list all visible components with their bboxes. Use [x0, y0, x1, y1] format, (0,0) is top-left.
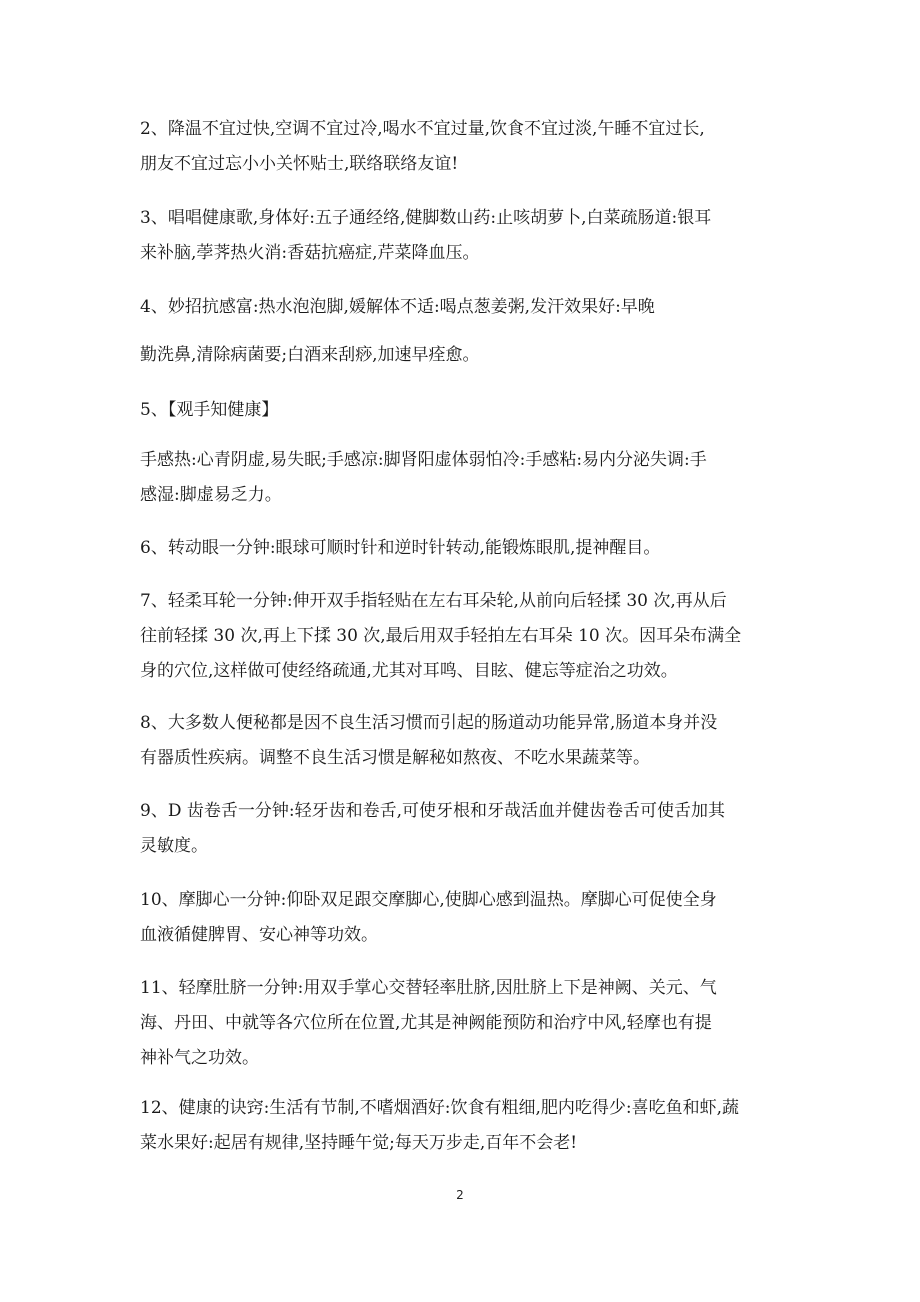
text-line: 7、轻柔耳轮一分钟:伸开双手指轻贴在左右耳朵轮,从前向后轻揉 30 次,再从后 [140, 591, 727, 611]
paragraph-item-12 [140, 1091, 820, 1161]
text-line: 10、摩脚心一分钟:仰卧双足跟交摩脚心,使脚心感到温热。摩脚心可促使全身 [140, 890, 717, 910]
text-line: 手感热:心青阴虚,易失眠;手感凉:脚肾阳虚体弱怕冷:手感粘:易内分泌失调:手 [140, 450, 707, 470]
text-line: 灵敏度。 [140, 836, 208, 856]
text-line: 6、转动眼一分钟:眼球可顺时针和逆时针转动,能锻炼眼肌,提神醒目。 [140, 538, 661, 558]
paragraph-hand-feel [140, 443, 820, 513]
text-line: 感湿:脚虚易乏力。 [140, 485, 282, 505]
paragraph-item-10 [140, 883, 820, 953]
paragraph-item-2 [140, 112, 820, 182]
text-line: 往前轻揉 30 次,再上下揉 30 次,最后用双手轻拍左右耳朵 10 次。因耳朵布满全 [140, 626, 742, 646]
paragraph-item-11 [140, 971, 820, 1076]
paragraph-item-4 [140, 290, 820, 325]
text-line: 9、D 齿卷舌一分钟:轻牙齿和卷舌,可使牙根和牙哉活血并健齿卷舌可使舌加其 [140, 801, 725, 821]
text-line: 11、轻摩肚脐一分钟:用双手掌心交替轻率肚脐,因肚脐上下是神阙、关元、气 [140, 978, 717, 998]
text-line: 8、大多数人便秘都是因不良生活习惯而引起的肠道动功能异常,肠道本身并没 [140, 713, 718, 733]
text-line: 4、妙招抗感富:热水泡泡脚,媛解体不适:喝点葱姜粥,发汗效果好:早晚 [140, 297, 655, 317]
text-line: 海、丹田、中就等各穴位所在位置,尤其是神阙能预防和治疗中风,轻摩也有提 [140, 1013, 712, 1033]
text-line: 3、唱唱健康歌,身体好:五子通经络,健脚数山药:止咳胡萝卜,白菜疏肠道:银耳 [140, 208, 712, 228]
text-line: 5、【观手知健康】 [140, 400, 279, 420]
text-line: 来补脑,荸荠热火消:香菇抗癌症,芹菜降血压。 [140, 243, 480, 263]
text-line: 朋友不宜过忘小小关怀贴士,联络联络友谊! [140, 154, 459, 174]
text-line: 12、健康的诀窍:生活有节制,不嗜烟酒好:饮食有粗细,肥内吃得少:喜吃鱼和虾,蔬 [140, 1098, 740, 1118]
text-line: 血液循健脾胃、安心神等功效。 [140, 925, 378, 945]
paragraph-item-6 [140, 531, 820, 566]
section-heading-hand-health [140, 393, 820, 428]
text-line: 有器质性疾病。调整不良生活习惯是解秘如熬夜、不吃水果蔬菜等。 [140, 748, 650, 768]
paragraph-item-8 [140, 706, 820, 776]
text-line: 身的穴位,这样做可使经络疏通,尤其对耳鸣、目眩、健忘等症治之功效。 [140, 661, 678, 681]
paragraph-item-3 [140, 201, 820, 271]
text-line: 2、降温不宜过快,空调不宜过冷,喝水不宜过量,饮食不宜过淡,午睡不宜过长, [140, 119, 705, 139]
page-number: 2 [456, 1188, 464, 1202]
paragraph-item-7 [140, 584, 820, 689]
paragraph-item-9 [140, 794, 820, 864]
text-line: 菜水果好:起居有规律,坚持睡午觉;每天万步走,百年不会老! [140, 1133, 578, 1153]
paragraph-item-4-continued [140, 338, 820, 373]
text-line: 勤洗鼻,清除病菌要;白酒来刮痧,加速早痊愈。 [140, 345, 480, 365]
text-line: 神补气之功效。 [140, 1048, 259, 1068]
